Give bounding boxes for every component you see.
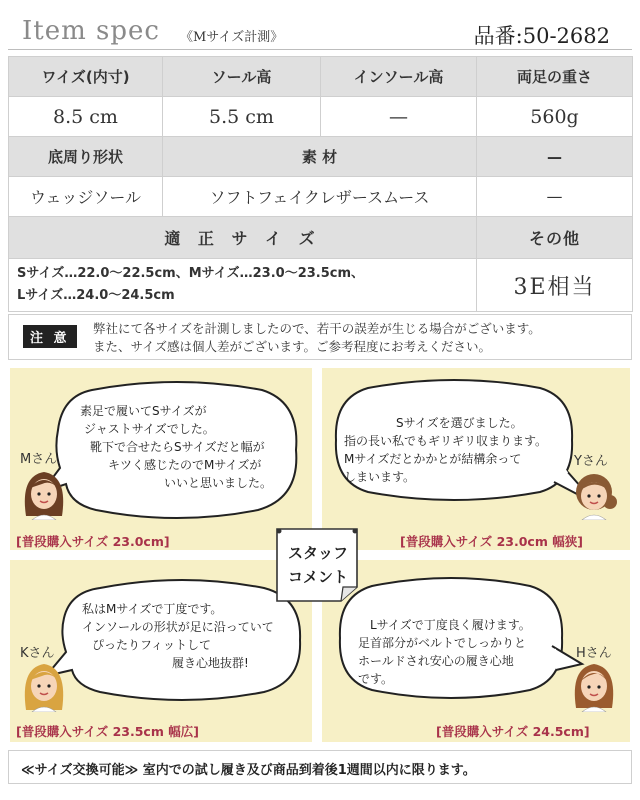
review-line: インソールの形状が足に沿っていて [82, 620, 274, 634]
spec-header-row-1 [9, 57, 633, 97]
spec-header-cell: その他 [477, 217, 633, 259]
review-line: ジャストサイズでした。 [84, 422, 215, 436]
notice-line: また、サイズ感は個人差がございます。ご参考程度にお考えください。 [93, 339, 492, 354]
review-line: です。 [358, 672, 394, 686]
review-text-2 [344, 414, 547, 486]
spec-header-cell: ワイズ(内寸) [9, 57, 163, 97]
review-line: しまいます。 [344, 470, 416, 484]
review-line: 履き心地抜群! [172, 656, 249, 670]
staff-line: スタッフ [287, 544, 348, 562]
usual-size: [普段購入サイズ 23.5cm 幅広] [16, 724, 199, 739]
spec-header-cell: — [477, 137, 633, 177]
review-line: 素足で履いてSサイズが [80, 404, 207, 418]
spec-value-row-2 [9, 177, 633, 217]
notice-box [8, 314, 632, 360]
review-line: Lサイズで丁度良く履けます。 [370, 618, 531, 632]
avatar-woman-icon [570, 658, 618, 712]
review-text-4 [358, 616, 531, 688]
spec-value-cell: ソフトフェイクレザースムース [163, 177, 477, 217]
spec-title: Item spec [22, 16, 160, 46]
width-equivalent: 3E相当 [477, 259, 633, 312]
avatar-woman-icon [20, 658, 68, 712]
review-line: ホールドされ安心の履き心地 [358, 654, 514, 668]
review-line: Sサイズを選びました。 [396, 416, 523, 430]
spec-value-cell: — [321, 97, 477, 137]
spec-value-cell: 560g [477, 97, 633, 137]
review-line: ぴったりフィットして [92, 638, 212, 652]
spec-header-cell: 適 正 サ イ ズ [9, 217, 477, 259]
sizes-line: Lサイズ…24.0〜24.5cm [17, 288, 175, 303]
spec-value-cell: ウェッジソール [9, 177, 163, 217]
reviewer-name: Hさん [576, 646, 612, 661]
exchange-note [8, 750, 632, 784]
review-line: キツく感じたのでMサイズが [108, 458, 262, 472]
spec-table [8, 56, 633, 312]
exchange-note-text: ≪サイズ交換可能≫ 室内での試し履き及び商品到着後1週間以内に限ります。 [21, 763, 476, 778]
review-line: いいと思いました。 [164, 476, 273, 490]
review-line: 私はMサイズで丁度です。 [82, 602, 223, 616]
usual-size: [普段購入サイズ 23.0cm 幅狭] [400, 534, 583, 549]
product-code: 品番:50-2682 [473, 24, 610, 48]
spec-subtitle: 《Mサイズ計測》 [180, 30, 284, 45]
spec-header-cell: 素 材 [163, 137, 477, 177]
reviewer-name: Kさん [20, 646, 55, 661]
spec-value-row-3 [9, 259, 633, 312]
review-line: 指の長い私でもギリギリ収まります。 [344, 434, 548, 448]
review-line: Mサイズだとかかとが結構余って [344, 452, 522, 466]
spec-header-cell: 底周り形状 [9, 137, 163, 177]
usual-size: [普段購入サイズ 24.5cm] [436, 724, 590, 739]
review-line: 靴下で合せたらSサイズだと幅が [90, 440, 265, 454]
avatar-woman-icon [20, 466, 68, 520]
spec-header-cell: 両足の重さ [477, 57, 633, 97]
recommended-sizes [9, 259, 477, 312]
spec-header [8, 6, 632, 50]
review-text-1 [80, 402, 272, 492]
reviewer-name: Mさん [20, 452, 58, 467]
sizes-line: Sサイズ…22.0〜22.5cm、Mサイズ…23.0〜23.5cm、 [17, 266, 365, 281]
reviewer-name: Yさん [574, 454, 608, 469]
staff-comment-label [281, 541, 355, 589]
notice-text [93, 320, 541, 356]
notice-line: 弊社にて各サイズを計測しましたので、若干の誤差が生じる場合がございます。 [93, 321, 541, 336]
spec-header-cell: ソール高 [163, 57, 321, 97]
notice-badge: 注 意 [23, 325, 77, 348]
usual-size: [普段購入サイズ 23.0cm] [16, 534, 170, 549]
spec-header-row-2 [9, 137, 633, 177]
spec-header-cell: インソール高 [321, 57, 477, 97]
spec-value-cell: — [477, 177, 633, 217]
spec-value-row-1 [9, 97, 633, 137]
spec-value-cell: 5.5 cm [163, 97, 321, 137]
spec-value-cell: 8.5 cm [9, 97, 163, 137]
avatar-woman-icon [570, 466, 618, 520]
review-text-3 [82, 600, 274, 672]
spec-header-row-3 [9, 217, 633, 259]
staff-line: コメント [287, 568, 348, 586]
review-line: 足首部分がベルトでしっかりと [358, 636, 527, 650]
